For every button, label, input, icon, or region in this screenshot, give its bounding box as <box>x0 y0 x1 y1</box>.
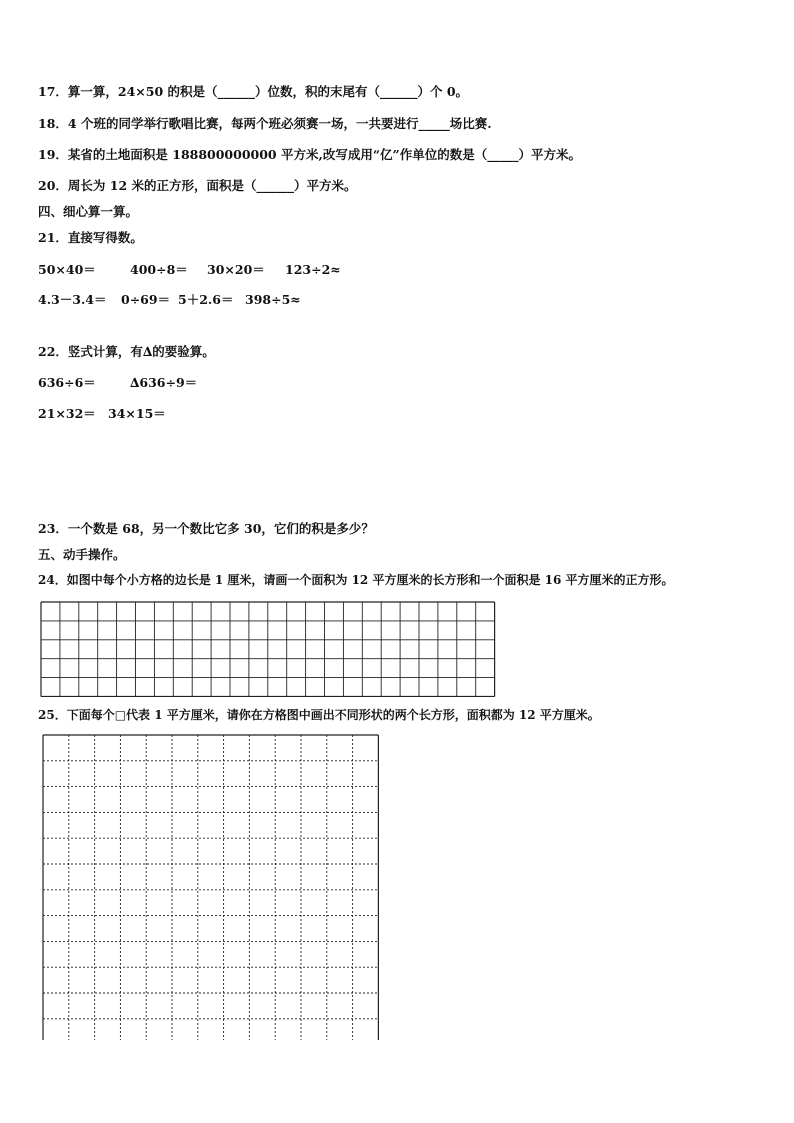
question-21: 21．直接写得数。 <box>38 230 143 245</box>
calc-item: 5＋2.6＝ <box>178 292 234 307</box>
calc-item: 50×40＝ <box>38 262 96 277</box>
question-19: 19．某省的土地面积是 188800000000 平方米,改写成用“亿”作单位的数是（_____）平方米。 <box>38 147 581 162</box>
calc-item: 34×15＝ <box>108 406 166 421</box>
calc-item: 398÷5≈ <box>245 292 301 307</box>
calc-item: 636÷6＝ <box>38 375 96 390</box>
dashed-grid-25[interactable] <box>42 734 381 1040</box>
calc-item: 30×20＝ <box>207 262 265 277</box>
question-25: 25．下面每个□代表 1 平方厘米，请你在方格图中画出不同形状的两个长方形，面积都为 12 平方厘米。 <box>38 708 600 722</box>
question-20: 20．周长为 12 米的正方形，面积是（______）平方米。 <box>38 178 357 193</box>
question-24: 24．如图中每个小方格的边长是 1 厘米，请画一个面积为 12 平方厘米的长方形和一个面积是 16 平方厘米的正方形。 <box>38 573 674 587</box>
question-17: 17．算一算，24×50 的积是（______）位数，积的末尾有（______）个 0。 <box>38 84 469 99</box>
section-4-heading: 四、细心算一算。 <box>38 204 139 219</box>
calc-item: 21×32＝ <box>38 406 96 421</box>
section-5-heading: 五、动手操作。 <box>38 547 126 562</box>
calc-item: 400÷8＝ <box>130 262 188 277</box>
calc-item: 123÷2≈ <box>285 262 341 277</box>
calc-item: 0÷69＝ <box>121 292 171 307</box>
calc-item: ∆636÷9＝ <box>130 375 198 390</box>
question-23: 23．一个数是 68，另一个数比它多 30，它们的积是多少？ <box>38 521 374 536</box>
square-grid-24[interactable] <box>40 601 496 697</box>
question-22: 22．竖式计算，有∆的要验算。 <box>38 344 215 359</box>
calc-item: 4.3－3.4＝ <box>38 292 107 307</box>
question-18: 18．4 个班的同学举行歌唱比赛，每两个班必须赛一场，一共要进行_____场比赛. <box>38 116 492 131</box>
